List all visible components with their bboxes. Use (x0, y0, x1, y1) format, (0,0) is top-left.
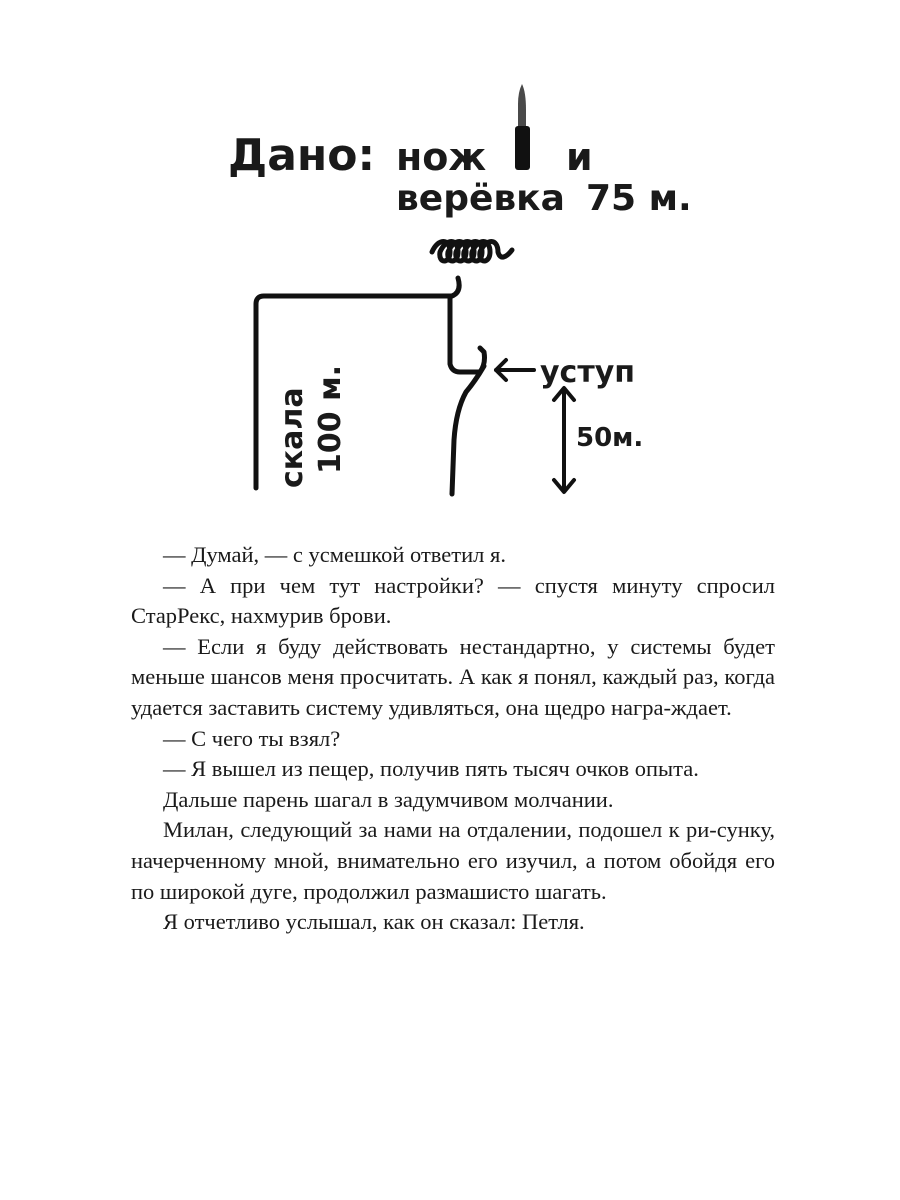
ledge-height-label: 50м. (576, 423, 644, 453)
paragraph-2: — А при чем тут настройки? — спустя минуту спросил СтарРекс, нахмурив брови. (131, 572, 775, 629)
ledge-arrow-icon (496, 360, 534, 380)
paragraph-6: Дальше парень шагал в задумчивом молчании. (163, 786, 614, 812)
cliff-face (450, 298, 485, 494)
and-label: и (566, 135, 593, 179)
knife-icon (515, 84, 530, 170)
paragraph-3: — Если я буду действовать нестандартно, у системы будет меньше шансов меня просчитать. А как я понял, каждый раз, когда удается заставить систему удивляться, она щедро награ-ждает. (131, 633, 775, 720)
knife-label: нож (396, 135, 487, 179)
ledge-label: уступ (540, 355, 636, 390)
cliff-label: скала (275, 387, 310, 488)
height-arrow-icon (554, 388, 574, 492)
paragraph-8: Я отчетливо услышал, как он сказал: Петля. (163, 909, 585, 935)
body-text (131, 540, 775, 938)
paragraph-5: — Я вышел из пещер, получив пять тысяч очков опыта. (163, 756, 699, 782)
rope-length-label: 75 м. (586, 178, 692, 219)
diagram-svg (0, 0, 900, 520)
rope-label: верёвка (396, 178, 565, 219)
rope-coil-icon (432, 242, 512, 262)
hand-drawn-diagram (0, 0, 900, 520)
given-label: Дано: (228, 130, 376, 181)
paragraph-4: — С чего ты взял? (163, 725, 341, 751)
paragraph-7: Милан, следующий за нами на отдалении, подошел к ри-сунку, начерченному мной, внимательно его изучил, а потом обойдя его по широкой дуге, продолжил размашисто шагать. (131, 817, 775, 904)
cliff-height-label: 100 м. (313, 365, 348, 474)
paragraph-1: — Думай, — с усмешкой ответил я. (163, 542, 506, 567)
